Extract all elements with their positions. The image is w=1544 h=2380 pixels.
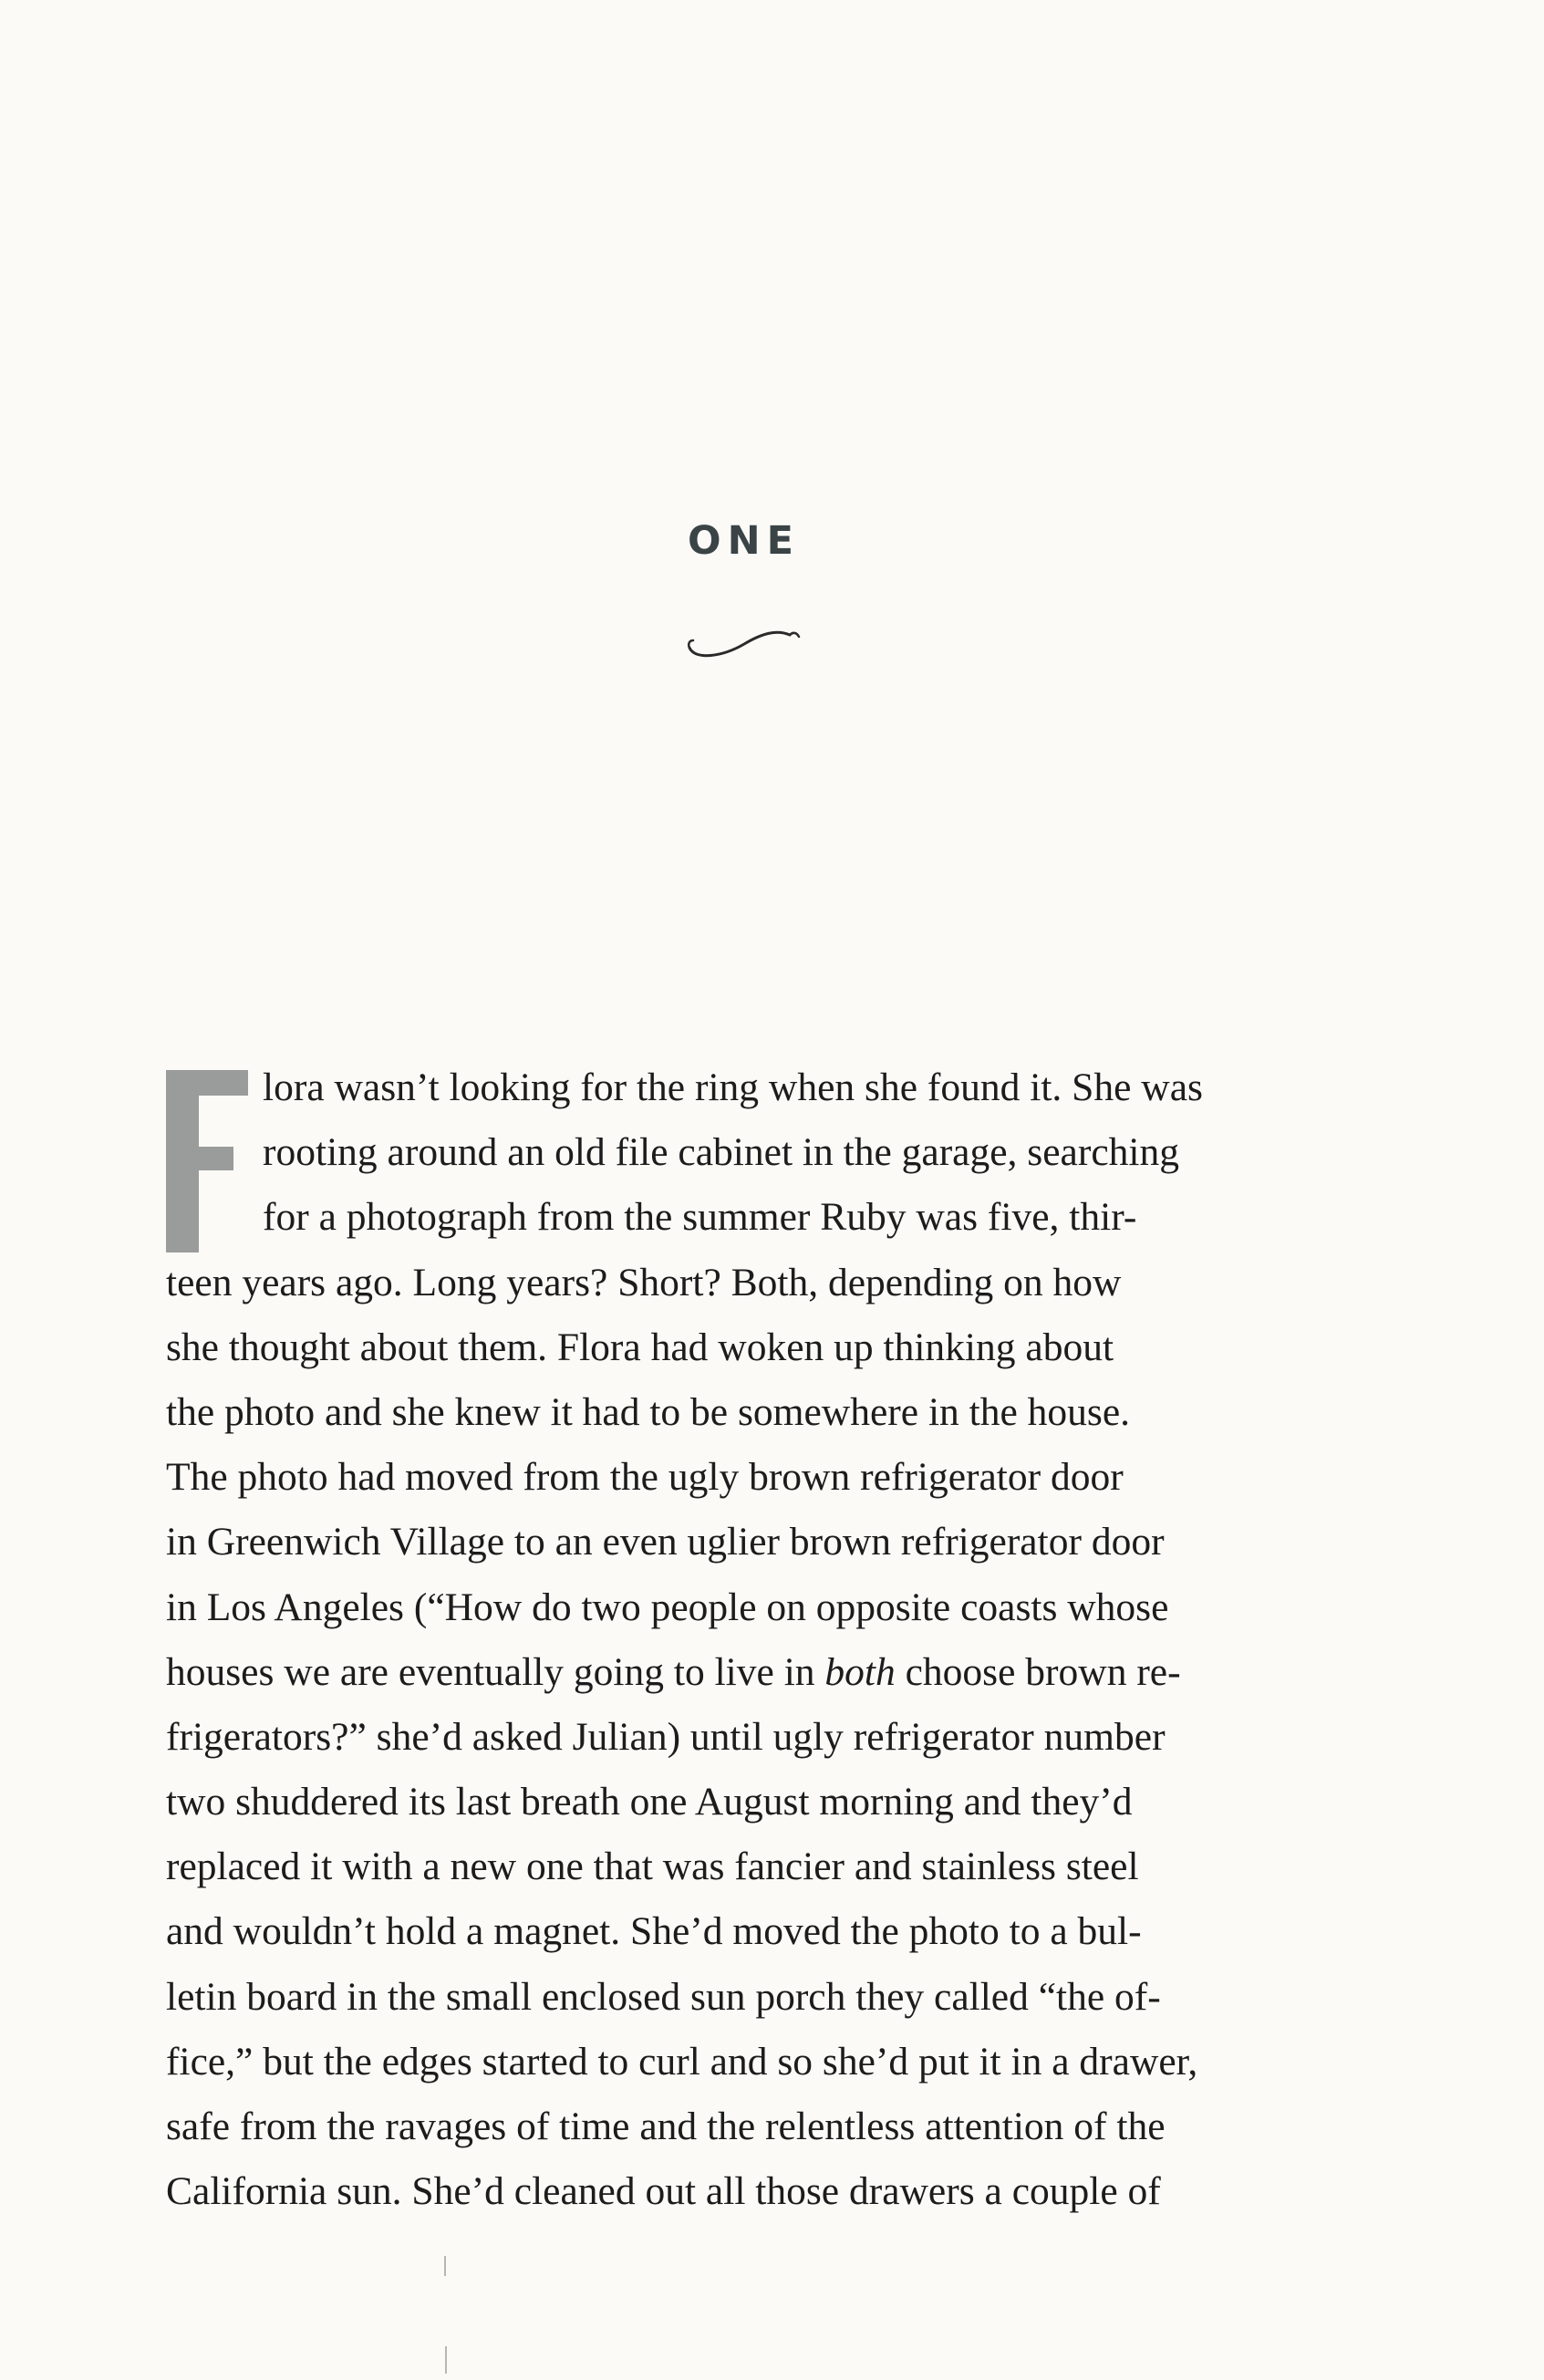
text-run: choose brown re- — [895, 1649, 1181, 1694]
text-line: she thought about them. Flora had woken up thinking about — [166, 1325, 1114, 1369]
text-line: lora wasn’t looking for the ring when she found it. She was — [263, 1065, 1203, 1109]
text-line: and wouldn’t hold a magnet. She’d moved the photo to a bul- — [166, 1909, 1142, 1954]
flourish-ornament-icon — [686, 620, 803, 666]
text-line — [166, 1640, 1322, 1705]
text-line: safe from the ravages of time and the relentless attention of the — [166, 2105, 1166, 2148]
text-line: letin board in the small enclosed sun porch they called “the of- — [166, 1974, 1161, 2019]
text-run: houses we are eventually going to live in — [166, 1649, 825, 1694]
text-line: in Los Angeles (“How do two people on opposite coasts whose — [166, 1585, 1169, 1629]
text-line: two shuddered its last breath one August morning and they’d — [166, 1780, 1133, 1824]
page-mark — [445, 2346, 447, 2374]
page-mark — [444, 2256, 446, 2276]
text-line: for a photograph from the summer Ruby was five, thir- — [263, 1195, 1137, 1240]
text-line: The photo had moved from the ugly brown refrigerator door — [166, 1455, 1124, 1500]
text-line: frigerators?” she’d asked Julian) until ugly refrigerator number — [166, 1714, 1166, 1759]
text-line: in Greenwich Village to an even uglier brown refrigerator door — [166, 1520, 1165, 1564]
text-line: teen years ago. Long years? Short? Both, depending on how — [166, 1260, 1122, 1304]
text-line: fice,” but the edges started to curl and so she’d put it in a drawer, — [166, 2039, 1198, 2084]
body-text — [166, 1055, 1322, 2224]
text-line: rooting around an old file cabinet in the garage, searching — [263, 1130, 1179, 1175]
text-line: the photo and she knew it had to be somewhere in the house. — [166, 1389, 1131, 1434]
text-line: California sun. She’d cleaned out all those drawers a couple of — [166, 2169, 1161, 2214]
text-line: replaced it with a new one that was fancier and stainless steel — [166, 1845, 1139, 1889]
emphasis: both — [824, 1649, 896, 1694]
chapter-heading: ONE — [688, 518, 800, 564]
